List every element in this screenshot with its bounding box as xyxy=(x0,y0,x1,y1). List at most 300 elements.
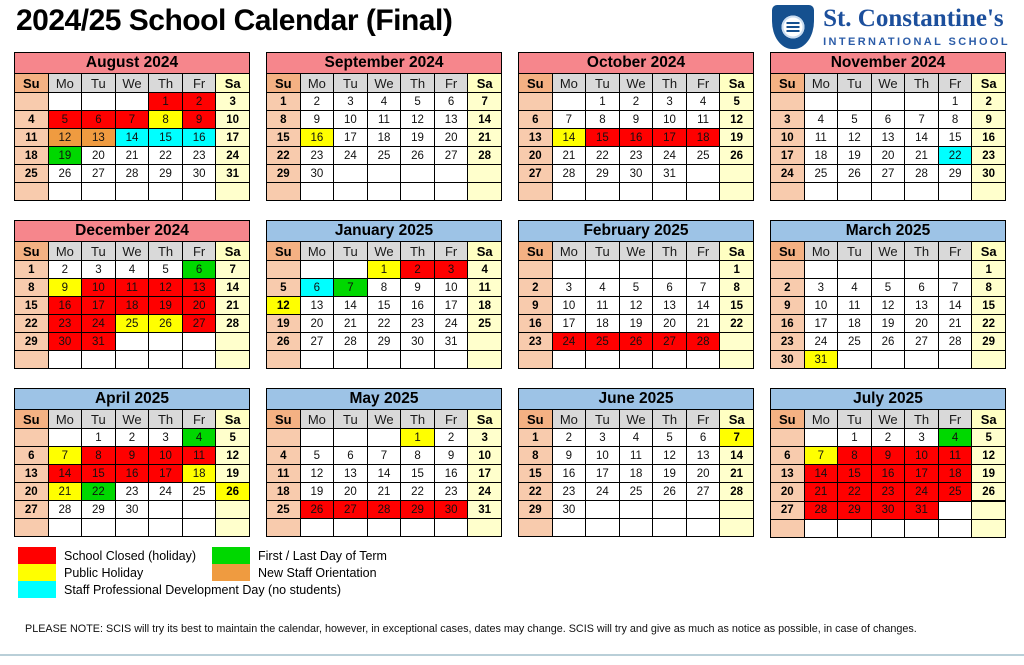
day-cell-7: 7 xyxy=(468,93,502,111)
day-cell-17: 17 xyxy=(334,129,368,147)
day-cell-13: 13 xyxy=(519,129,553,147)
legend-label-holiday: School Closed (holiday) xyxy=(64,548,197,563)
day-cell-24: 24 xyxy=(434,315,468,333)
day-cell-18: 18 xyxy=(586,315,620,333)
day-header-mo: Mo xyxy=(804,242,838,261)
day-cell-20: 20 xyxy=(434,129,468,147)
day-cell-19: 19 xyxy=(300,483,334,501)
day-cell-22: 22 xyxy=(82,483,116,501)
day-cell-empty xyxy=(468,351,502,369)
day-cell-empty xyxy=(401,183,435,201)
legend-swatch-public xyxy=(18,564,56,581)
day-cell-empty xyxy=(519,519,553,537)
day-cell-17: 17 xyxy=(804,315,838,333)
day-cell-empty xyxy=(82,351,116,369)
day-cell-24: 24 xyxy=(552,333,586,351)
day-cell-5: 5 xyxy=(619,279,653,297)
day-cell-19: 19 xyxy=(48,147,82,165)
day-cell-empty xyxy=(367,351,401,369)
day-cell-empty xyxy=(905,261,939,279)
day-cell-empty xyxy=(334,519,368,537)
day-cell-9: 9 xyxy=(972,111,1006,129)
day-cell-25: 25 xyxy=(182,483,216,501)
day-cell-1: 1 xyxy=(267,93,301,111)
day-cell-20: 20 xyxy=(653,315,687,333)
day-cell-empty xyxy=(401,165,435,183)
day-cell-24: 24 xyxy=(82,315,116,333)
day-cell-13: 13 xyxy=(905,297,939,315)
month-table-may-2025 xyxy=(266,409,502,537)
day-cell-empty xyxy=(586,501,620,519)
day-cell-12: 12 xyxy=(300,465,334,483)
day-cell-17: 17 xyxy=(82,297,116,315)
day-cell-6: 6 xyxy=(871,111,905,129)
month-title-april-2025: April 2025 xyxy=(14,388,250,410)
day-header-fr: Fr xyxy=(182,242,216,261)
day-cell-2: 2 xyxy=(48,261,82,279)
day-cell-28: 28 xyxy=(468,147,502,165)
day-cell-10: 10 xyxy=(149,447,183,465)
day-cell-15: 15 xyxy=(82,465,116,483)
day-cell-21: 21 xyxy=(115,147,149,165)
day-header-su: Su xyxy=(15,74,49,93)
day-cell-31: 31 xyxy=(434,333,468,351)
day-cell-14: 14 xyxy=(720,447,754,465)
day-cell-16: 16 xyxy=(552,465,586,483)
day-cell-13: 13 xyxy=(82,129,116,147)
month-table-january-2025 xyxy=(266,241,502,369)
day-cell-empty xyxy=(938,183,972,201)
day-cell-23: 23 xyxy=(972,147,1006,165)
day-cell-4: 4 xyxy=(804,111,838,129)
day-cell-1: 1 xyxy=(972,261,1006,279)
day-cell-5: 5 xyxy=(300,447,334,465)
day-cell-19: 19 xyxy=(401,129,435,147)
day-cell-5: 5 xyxy=(972,429,1006,447)
day-cell-18: 18 xyxy=(838,315,872,333)
day-cell-15: 15 xyxy=(838,465,872,483)
day-header-mo: Mo xyxy=(552,74,586,93)
day-cell-25: 25 xyxy=(586,333,620,351)
month-table-december-2024 xyxy=(14,241,250,369)
day-cell-empty xyxy=(434,183,468,201)
day-cell-30: 30 xyxy=(401,333,435,351)
day-header-we: We xyxy=(115,242,149,261)
day-cell-21: 21 xyxy=(552,147,586,165)
day-cell-30: 30 xyxy=(182,165,216,183)
day-cell-empty xyxy=(519,351,553,369)
day-cell-14: 14 xyxy=(938,297,972,315)
day-cell-20: 20 xyxy=(686,465,720,483)
day-cell-empty xyxy=(972,501,1006,520)
day-cell-empty xyxy=(334,261,368,279)
day-cell-18: 18 xyxy=(938,465,972,483)
day-cell-16: 16 xyxy=(771,315,805,333)
day-cell-1: 1 xyxy=(838,429,872,447)
day-cell-27: 27 xyxy=(334,501,368,519)
day-cell-7: 7 xyxy=(905,111,939,129)
day-cell-9: 9 xyxy=(619,111,653,129)
day-cell-18: 18 xyxy=(367,129,401,147)
day-cell-15: 15 xyxy=(586,129,620,147)
day-cell-9: 9 xyxy=(182,111,216,129)
day-cell-16: 16 xyxy=(115,465,149,483)
day-header-fr: Fr xyxy=(434,242,468,261)
day-cell-31: 31 xyxy=(468,501,502,519)
day-cell-empty xyxy=(367,519,401,537)
day-cell-empty xyxy=(619,501,653,519)
day-cell-30: 30 xyxy=(871,501,905,520)
day-header-tu: Tu xyxy=(82,242,116,261)
day-cell-15: 15 xyxy=(720,297,754,315)
day-cell-20: 20 xyxy=(334,483,368,501)
day-cell-25: 25 xyxy=(15,165,49,183)
day-cell-empty xyxy=(552,351,586,369)
day-cell-17: 17 xyxy=(905,465,939,483)
day-cell-28: 28 xyxy=(720,483,754,501)
day-cell-10: 10 xyxy=(804,297,838,315)
month-title-february-2025: February 2025 xyxy=(518,220,754,242)
day-cell-29: 29 xyxy=(586,165,620,183)
day-cell-1: 1 xyxy=(720,261,754,279)
day-cell-17: 17 xyxy=(434,297,468,315)
month-table-february-2025 xyxy=(518,241,754,369)
day-cell-empty xyxy=(720,519,754,537)
day-cell-empty xyxy=(586,519,620,537)
day-header-fr: Fr xyxy=(182,74,216,93)
day-cell-2: 2 xyxy=(871,429,905,447)
legend-item-term xyxy=(212,547,387,564)
day-cell-16: 16 xyxy=(48,297,82,315)
legend-label-orient: New Staff Orientation xyxy=(258,565,377,580)
day-cell-empty xyxy=(15,429,49,447)
day-cell-8: 8 xyxy=(15,279,49,297)
day-cell-2: 2 xyxy=(771,279,805,297)
day-header-tu: Tu xyxy=(838,74,872,93)
day-cell-30: 30 xyxy=(434,501,468,519)
day-cell-9: 9 xyxy=(434,447,468,465)
day-cell-4: 4 xyxy=(838,279,872,297)
day-cell-empty xyxy=(871,93,905,111)
day-cell-empty xyxy=(267,183,301,201)
day-cell-22: 22 xyxy=(519,483,553,501)
day-cell-21: 21 xyxy=(905,147,939,165)
day-cell-empty xyxy=(871,183,905,201)
day-cell-empty xyxy=(720,333,754,351)
legend-swatch-term xyxy=(212,547,250,564)
day-cell-26: 26 xyxy=(267,333,301,351)
day-header-su: Su xyxy=(771,410,805,429)
day-cell-18: 18 xyxy=(619,465,653,483)
day-cell-21: 21 xyxy=(367,483,401,501)
day-cell-15: 15 xyxy=(938,129,972,147)
day-header-tu: Tu xyxy=(82,74,116,93)
day-cell-empty xyxy=(216,519,250,537)
day-cell-29: 29 xyxy=(15,333,49,351)
day-cell-2: 2 xyxy=(401,261,435,279)
day-cell-empty xyxy=(771,93,805,111)
day-header-th: Th xyxy=(401,410,435,429)
day-cell-11: 11 xyxy=(367,111,401,129)
day-cell-4: 4 xyxy=(938,429,972,447)
day-cell-20: 20 xyxy=(871,147,905,165)
day-cell-7: 7 xyxy=(48,447,82,465)
day-cell-3: 3 xyxy=(771,111,805,129)
day-cell-29: 29 xyxy=(267,165,301,183)
day-cell-21: 21 xyxy=(804,483,838,502)
day-cell-14: 14 xyxy=(48,465,82,483)
day-cell-empty xyxy=(653,519,687,537)
day-cell-6: 6 xyxy=(82,111,116,129)
day-cell-28: 28 xyxy=(334,333,368,351)
day-cell-26: 26 xyxy=(216,483,250,501)
day-cell-26: 26 xyxy=(653,483,687,501)
day-header-mo: Mo xyxy=(48,74,82,93)
page-title: 2024/25 School Calendar (Final) xyxy=(16,4,453,37)
day-cell-empty xyxy=(972,520,1006,538)
day-cell-5: 5 xyxy=(720,93,754,111)
day-cell-empty xyxy=(586,183,620,201)
day-cell-15: 15 xyxy=(972,297,1006,315)
day-header-th: Th xyxy=(401,242,435,261)
day-header-tu: Tu xyxy=(586,242,620,261)
day-cell-16: 16 xyxy=(871,465,905,483)
day-header-mo: Mo xyxy=(48,242,82,261)
day-header-su: Su xyxy=(15,410,49,429)
day-cell-27: 27 xyxy=(434,147,468,165)
day-cell-23: 23 xyxy=(519,333,553,351)
day-cell-14: 14 xyxy=(552,129,586,147)
day-header-th: Th xyxy=(653,410,687,429)
day-cell-empty xyxy=(300,351,334,369)
day-header-fr: Fr xyxy=(686,242,720,261)
day-cell-2: 2 xyxy=(519,279,553,297)
day-cell-12: 12 xyxy=(619,297,653,315)
month-title-october-2024: October 2024 xyxy=(518,52,754,74)
month-title-december-2024: December 2024 xyxy=(14,220,250,242)
day-cell-10: 10 xyxy=(905,447,939,465)
day-cell-25: 25 xyxy=(115,315,149,333)
day-cell-5: 5 xyxy=(653,429,687,447)
month-title-march-2025: March 2025 xyxy=(770,220,1006,242)
day-cell-3: 3 xyxy=(586,429,620,447)
day-cell-13: 13 xyxy=(771,465,805,483)
day-cell-empty xyxy=(48,183,82,201)
day-cell-14: 14 xyxy=(905,129,939,147)
day-cell-empty xyxy=(720,183,754,201)
day-header-we: We xyxy=(367,410,401,429)
day-cell-26: 26 xyxy=(149,315,183,333)
day-cell-17: 17 xyxy=(149,465,183,483)
day-cell-empty xyxy=(619,519,653,537)
day-cell-empty xyxy=(434,519,468,537)
day-cell-22: 22 xyxy=(938,147,972,165)
day-cell-6: 6 xyxy=(434,93,468,111)
day-cell-10: 10 xyxy=(468,447,502,465)
day-cell-19: 19 xyxy=(972,465,1006,483)
day-header-mo: Mo xyxy=(804,410,838,429)
day-cell-26: 26 xyxy=(401,147,435,165)
day-cell-23: 23 xyxy=(552,483,586,501)
bottom-rule xyxy=(0,654,1024,656)
day-cell-27: 27 xyxy=(15,501,49,519)
day-cell-6: 6 xyxy=(686,429,720,447)
day-cell-3: 3 xyxy=(82,261,116,279)
day-cell-12: 12 xyxy=(149,279,183,297)
day-cell-empty xyxy=(720,351,754,369)
day-cell-26: 26 xyxy=(300,501,334,519)
day-cell-20: 20 xyxy=(519,147,553,165)
day-cell-26: 26 xyxy=(838,165,872,183)
day-cell-21: 21 xyxy=(686,315,720,333)
day-cell-6: 6 xyxy=(905,279,939,297)
day-cell-25: 25 xyxy=(686,147,720,165)
day-cell-empty xyxy=(653,501,687,519)
day-cell-18: 18 xyxy=(115,297,149,315)
day-cell-25: 25 xyxy=(938,483,972,502)
day-cell-empty xyxy=(804,261,838,279)
day-cell-22: 22 xyxy=(367,315,401,333)
day-cell-empty xyxy=(804,429,838,447)
month-march-2025 xyxy=(770,220,1006,369)
day-cell-8: 8 xyxy=(82,447,116,465)
day-header-th: Th xyxy=(905,410,939,429)
day-cell-8: 8 xyxy=(519,447,553,465)
day-cell-empty xyxy=(771,261,805,279)
day-cell-24: 24 xyxy=(653,147,687,165)
day-cell-5: 5 xyxy=(838,111,872,129)
day-cell-24: 24 xyxy=(905,483,939,502)
day-cell-empty xyxy=(401,351,435,369)
month-table-march-2025 xyxy=(770,241,1006,369)
day-cell-19: 19 xyxy=(838,147,872,165)
day-cell-5: 5 xyxy=(401,93,435,111)
day-cell-empty xyxy=(149,351,183,369)
day-cell-8: 8 xyxy=(938,111,972,129)
day-cell-29: 29 xyxy=(972,333,1006,351)
day-header-tu: Tu xyxy=(334,74,368,93)
day-cell-1: 1 xyxy=(519,429,553,447)
day-cell-13: 13 xyxy=(182,279,216,297)
day-header-tu: Tu xyxy=(586,74,620,93)
day-cell-12: 12 xyxy=(972,447,1006,465)
day-cell-11: 11 xyxy=(182,447,216,465)
day-cell-empty xyxy=(938,501,972,520)
day-cell-empty xyxy=(115,183,149,201)
day-cell-20: 20 xyxy=(300,315,334,333)
day-cell-empty xyxy=(149,519,183,537)
day-cell-empty xyxy=(552,261,586,279)
day-cell-22: 22 xyxy=(149,147,183,165)
day-cell-empty xyxy=(871,520,905,538)
day-cell-4: 4 xyxy=(15,111,49,129)
day-cell-24: 24 xyxy=(771,165,805,183)
day-cell-3: 3 xyxy=(552,279,586,297)
day-cell-3: 3 xyxy=(804,279,838,297)
day-cell-11: 11 xyxy=(686,111,720,129)
day-header-sa: Sa xyxy=(972,242,1006,261)
day-header-fr: Fr xyxy=(434,74,468,93)
day-cell-23: 23 xyxy=(619,147,653,165)
day-cell-23: 23 xyxy=(871,483,905,502)
day-cell-empty xyxy=(300,183,334,201)
day-header-we: We xyxy=(871,242,905,261)
day-cell-empty xyxy=(619,261,653,279)
day-cell-empty xyxy=(804,93,838,111)
day-header-su: Su xyxy=(519,410,553,429)
day-cell-28: 28 xyxy=(905,165,939,183)
month-august-2024 xyxy=(14,52,250,201)
day-header-sa: Sa xyxy=(720,74,754,93)
day-cell-empty xyxy=(938,520,972,538)
day-cell-empty xyxy=(468,165,502,183)
day-cell-empty xyxy=(82,183,116,201)
day-cell-3: 3 xyxy=(468,429,502,447)
day-cell-25: 25 xyxy=(267,501,301,519)
day-cell-1: 1 xyxy=(82,429,116,447)
day-cell-22: 22 xyxy=(972,315,1006,333)
day-cell-16: 16 xyxy=(972,129,1006,147)
day-cell-4: 4 xyxy=(367,93,401,111)
day-cell-11: 11 xyxy=(15,129,49,147)
day-cell-18: 18 xyxy=(15,147,49,165)
month-april-2025 xyxy=(14,388,250,538)
day-cell-empty xyxy=(905,93,939,111)
day-cell-28: 28 xyxy=(552,165,586,183)
day-cell-18: 18 xyxy=(686,129,720,147)
month-table-november-2024 xyxy=(770,73,1006,201)
day-cell-15: 15 xyxy=(149,129,183,147)
day-header-sa: Sa xyxy=(468,410,502,429)
day-cell-26: 26 xyxy=(972,483,1006,502)
month-title-november-2024: November 2024 xyxy=(770,52,1006,74)
day-cell-empty xyxy=(653,351,687,369)
day-cell-empty xyxy=(149,183,183,201)
day-cell-empty xyxy=(468,333,502,351)
day-header-mo: Mo xyxy=(300,242,334,261)
day-header-th: Th xyxy=(149,74,183,93)
day-cell-29: 29 xyxy=(838,501,872,520)
day-cell-empty xyxy=(267,429,301,447)
day-cell-29: 29 xyxy=(367,333,401,351)
day-cell-30: 30 xyxy=(552,501,586,519)
day-cell-21: 21 xyxy=(720,465,754,483)
day-cell-empty xyxy=(115,351,149,369)
day-cell-17: 17 xyxy=(216,129,250,147)
day-cell-26: 26 xyxy=(48,165,82,183)
day-cell-8: 8 xyxy=(838,447,872,465)
day-cell-15: 15 xyxy=(519,465,553,483)
day-cell-15: 15 xyxy=(15,297,49,315)
day-cell-empty xyxy=(82,93,116,111)
day-cell-1: 1 xyxy=(586,93,620,111)
day-header-su: Su xyxy=(771,74,805,93)
day-cell-28: 28 xyxy=(115,165,149,183)
day-cell-21: 21 xyxy=(938,315,972,333)
logo-school-subtitle: INTERNATIONAL SCHOOL xyxy=(823,35,1010,48)
day-cell-28: 28 xyxy=(686,333,720,351)
day-cell-9: 9 xyxy=(871,447,905,465)
day-cell-16: 16 xyxy=(182,129,216,147)
day-cell-25: 25 xyxy=(619,483,653,501)
day-cell-16: 16 xyxy=(401,297,435,315)
day-cell-empty xyxy=(115,333,149,351)
month-table-april-2025 xyxy=(14,409,250,537)
day-cell-8: 8 xyxy=(972,279,1006,297)
day-header-su: Su xyxy=(519,74,553,93)
day-cell-19: 19 xyxy=(619,315,653,333)
day-cell-29: 29 xyxy=(149,165,183,183)
